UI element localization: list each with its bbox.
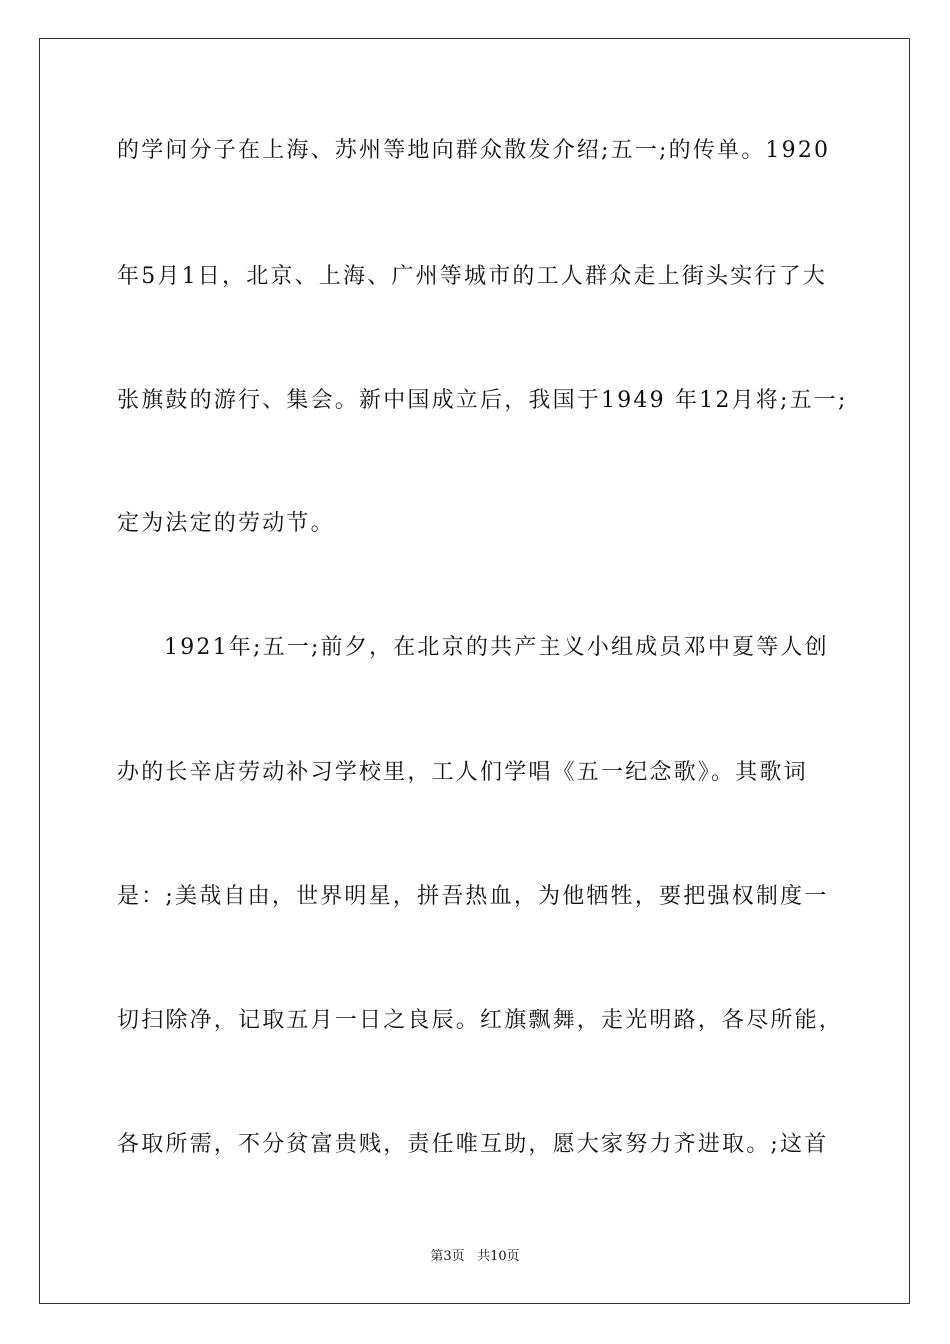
page-total: 共10页 <box>477 1249 520 1264</box>
page-border <box>39 38 910 1304</box>
text-line: 张旗鼓的游行、集会。新中国成立后，我国于1949 年12月将;五一; <box>117 388 848 413</box>
text-line: 年5月1日，北京、上海、广州等城市的工人群众走上街头实行了大 <box>117 264 827 289</box>
page-number: 第3页 <box>430 1249 465 1264</box>
page-footer <box>0 1248 950 1266</box>
paragraph-first-line: 1921年;五一;前夕，在北京的共产主义小组成员邓中夏等人创 <box>164 635 829 660</box>
text-line: 定为法定的劳动节。 <box>117 511 335 536</box>
text-line: 办的长辛店劳动补习学校里，工人们学唱《五一纪念歌》。其歌词 <box>117 760 808 785</box>
text-line: 各取所需，不分贫富贵贱，责任唯互助，愿大家努力齐进取。;这首 <box>117 1132 829 1157</box>
text-line: 是：;美哉自由，世界明星，拼吾热血，为他牺牲，要把强权制度一 <box>117 884 829 909</box>
text-line: 切扫除净，记取五月一日之良辰。红旗飘舞，走光明路，各尽所能， <box>117 1008 844 1033</box>
text-line: 的学问分子在上海、苏州等地向群众散发介绍;五一;的传单。1920 <box>117 138 831 163</box>
